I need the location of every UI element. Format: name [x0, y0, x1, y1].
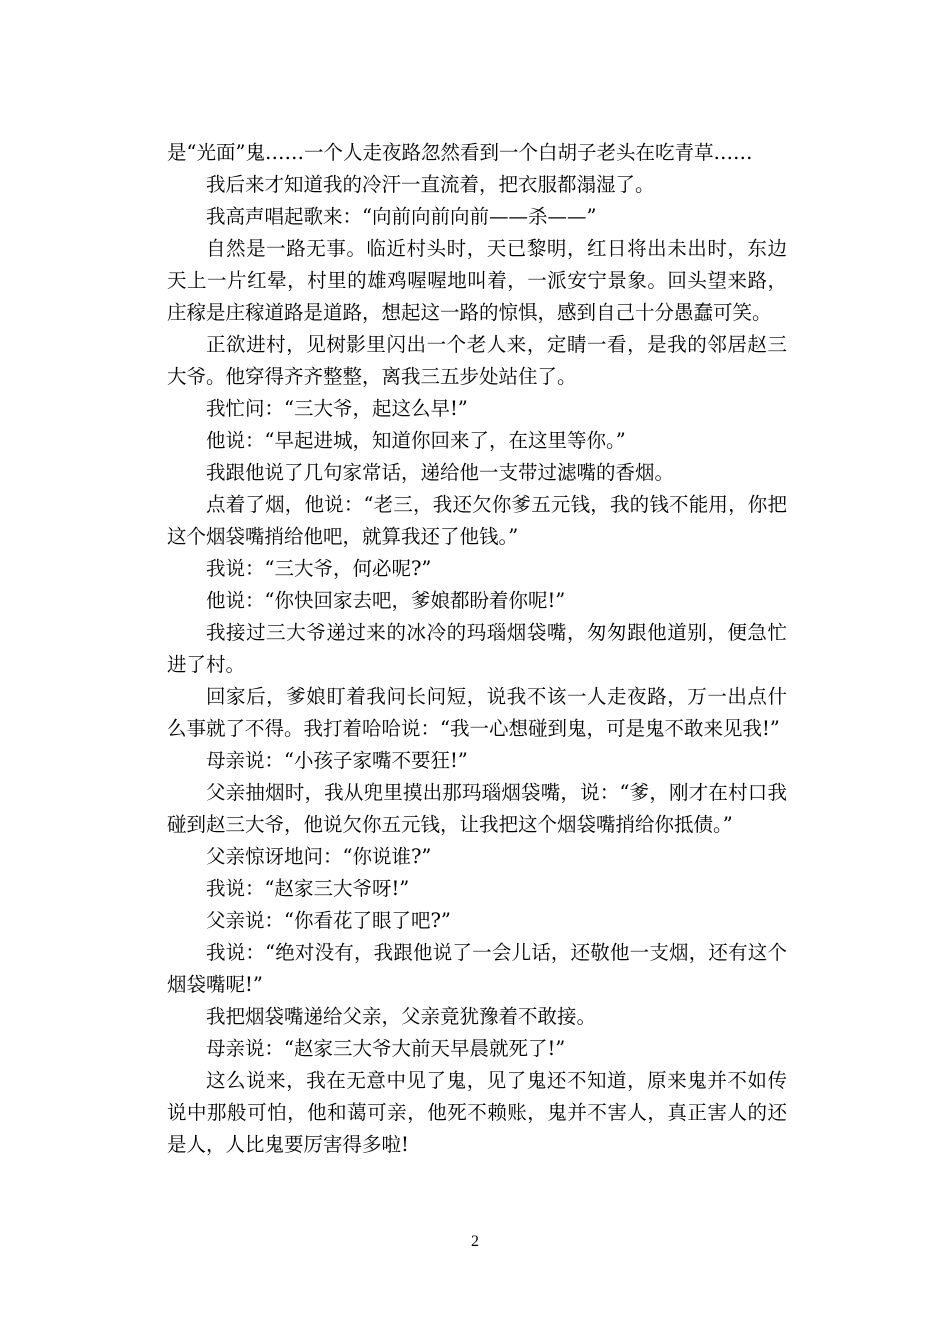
paragraph: 是“光面”鬼……一个人走夜路忽然看到一个白胡子老头在吃青草……	[167, 141, 753, 164]
paragraph: 我后来才知道我的冷汗一直流着，把衣服都溻湿了。	[206, 173, 655, 196]
paragraph: 父亲惊讶地问：“你说谁?”	[206, 845, 432, 868]
paragraph: 我接过三大爷递过来的冰冷的玛瑙烟袋嘴，匆匆跟他道别，便急忙进了村。	[167, 621, 787, 676]
page-number: 2	[471, 1233, 479, 1250]
paragraph: 我跟他说了几句家常话，递给他一支带过滤嘴的香烟。	[206, 461, 675, 484]
body-text	[167, 137, 787, 1161]
paragraph: 我说：“三大爷，何必呢?”	[206, 557, 432, 580]
paragraph: 自然是一路无事。临近村头时，天已黎明，红日将出未出时，东边天上一片红晕，村里的雄鸡喔喔地叫着，一派安宁景象。回头望来路，庄稼是庄稼道路是道路，想起这一路的惊惧，感到自己十分愚蠢可笑。	[167, 237, 787, 324]
paragraph: 正欲进村，见树影里闪出一个老人来，定睛一看，是我的邻居赵三大爷。他穿得齐齐整整，离我三五步处站住了。	[167, 333, 787, 388]
paragraph: 他说：“早起进城，知道你回来了，在这里等你。”	[206, 429, 626, 452]
paragraph: 他说：“你快回家去吧，爹娘都盼着你呢!”	[206, 589, 566, 612]
paragraph: 这么说来，我在无意中见了鬼，见了鬼还不知道，原来鬼并不如传说中那般可怕，他和蔼可亲，他死不赖账，鬼并不害人，真正害人的还是人，人比鬼要厉害得多啦!	[167, 1069, 787, 1156]
paragraph: 我忙问：“三大爷，起这么早!”	[206, 397, 468, 420]
paragraph: 母亲说：“赵家三大爷大前天早晨就死了!”	[206, 1037, 566, 1060]
paragraph: 回家后，爹娘盯着我问长问短，说我不该一人走夜路，万一出点什么事就了不得。我打着哈哈说：“我一心想碰到鬼，可是鬼不敢来见我!”	[167, 685, 787, 740]
paragraph: 母亲说：“小孩子家嘴不要狂!”	[206, 749, 468, 772]
paragraph: 我说：“绝对没有，我跟他说了一会儿话，还敬他一支烟，还有这个烟袋嘴呢!”	[167, 941, 787, 996]
paragraph: 点着了烟，他说：“老三，我还欠你爹五元钱，我的钱不能用，你把这个烟袋嘴捎给他吧，就算我还了他钱。”	[167, 493, 787, 548]
paragraph: 我说：“赵家三大爷呀!”	[206, 877, 410, 900]
paragraph: 我把烟袋嘴递给父亲，父亲竟犹豫着不敢接。	[206, 1005, 597, 1028]
paragraph: 父亲说：“你看花了眼了吧?”	[206, 909, 451, 932]
paragraph: 我高声唱起歌来：“向前向前向前——杀——”	[206, 205, 597, 228]
paragraph: 父亲抽烟时，我从兜里摸出那玛瑙烟袋嘴，说：“爹，刚才在村口我碰到赵三大爷，他说欠你五元钱，让我把这个烟袋嘴捎给你抵债。”	[167, 781, 787, 836]
